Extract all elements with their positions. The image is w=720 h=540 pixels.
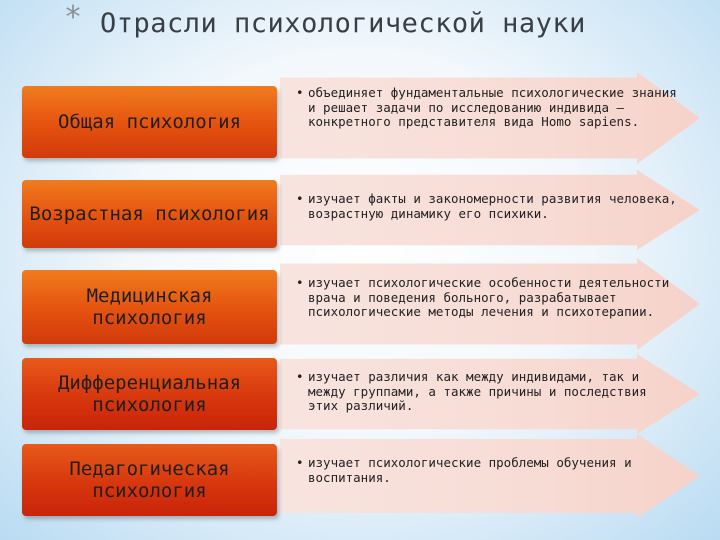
branch-label-box bbox=[22, 444, 277, 516]
slide-title bbox=[0, 0, 720, 62]
title-marker: * bbox=[64, 0, 83, 35]
bullet-icon: • bbox=[296, 191, 304, 206]
branch-name: Медицинская психология bbox=[86, 285, 213, 329]
bullet-icon: • bbox=[296, 85, 304, 100]
branch-label-box bbox=[22, 86, 277, 158]
branch-description bbox=[296, 276, 678, 320]
page-title: Отрасли психологической науки bbox=[100, 8, 586, 39]
bullet-icon: • bbox=[296, 455, 304, 470]
description-text: изучает факты и закономерности развития человека, возрастную динамику его психики. bbox=[308, 191, 677, 221]
branch-label-box bbox=[22, 270, 277, 344]
branch-name: Возрастная психология bbox=[29, 203, 270, 225]
branch-name: Дифференциальная психология bbox=[57, 372, 242, 416]
branch-description bbox=[296, 456, 678, 485]
branch-label-box bbox=[22, 358, 277, 430]
description-text: изучает психологические проблемы обучения и воспитания. bbox=[308, 455, 632, 485]
branch-name: Педагогическая психология bbox=[69, 458, 230, 502]
description-text: объединяет фундаментальные психологические знания и решает задачи по исследованию индивида — конкретного представителя вида Homo sapiens. bbox=[308, 85, 677, 129]
branch-label-box bbox=[22, 180, 277, 248]
branch-name: Общая психология bbox=[57, 111, 242, 133]
branch-description bbox=[296, 370, 678, 414]
branch-description bbox=[296, 86, 678, 130]
bullet-icon: • bbox=[296, 275, 304, 290]
description-text: изучает различия как между индивидами, так и между группами, а также причины и последствия этих различий. bbox=[308, 369, 647, 413]
bullet-icon: • bbox=[296, 369, 304, 384]
branch-description bbox=[296, 192, 678, 221]
description-text: изучает психологические особенности деятельности врача и поведения больного, разрабатывает психологические методы лечения и психотерапии. bbox=[308, 275, 670, 319]
